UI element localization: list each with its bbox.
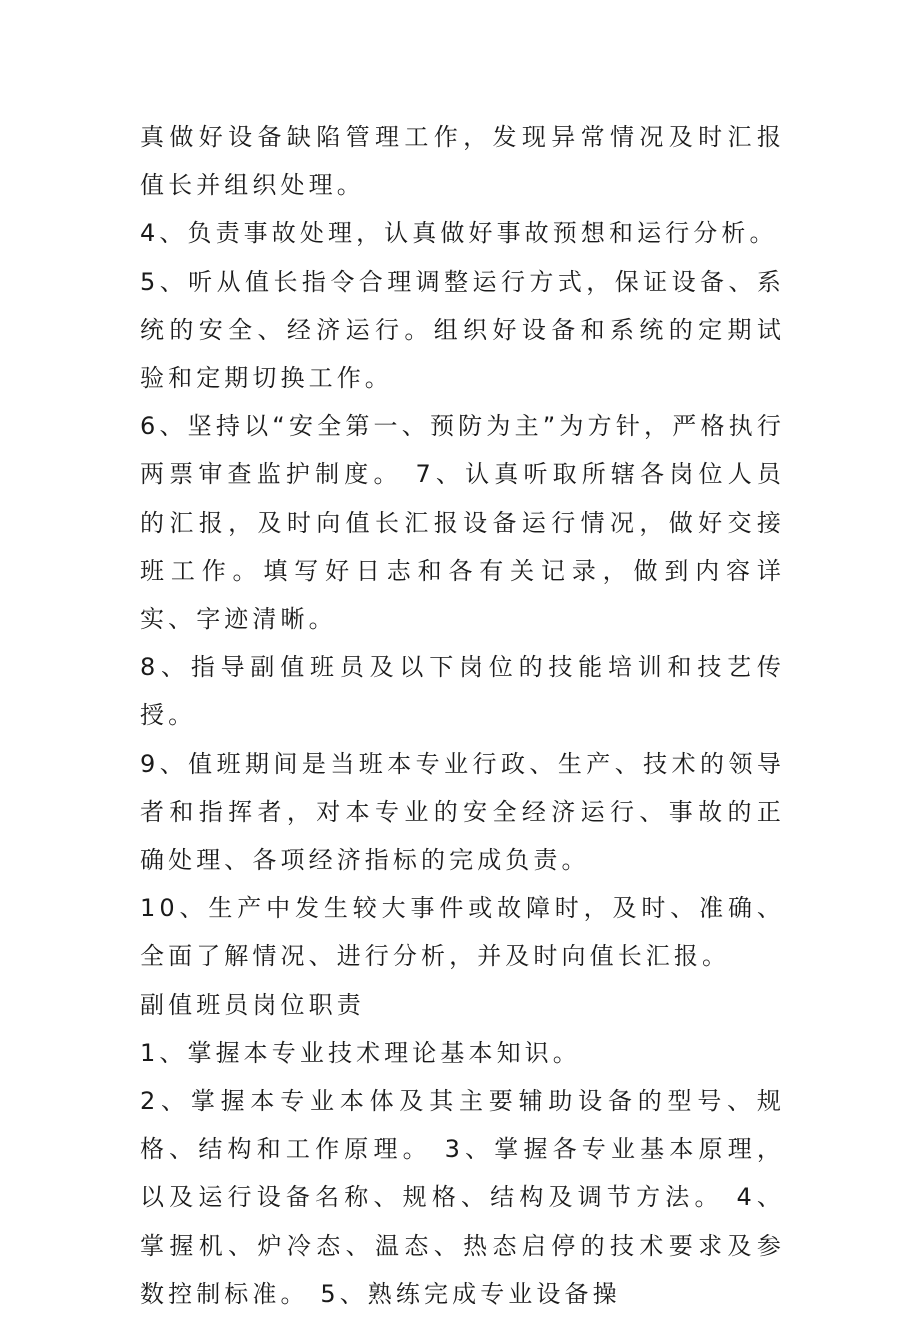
paragraph-item-6-7: 6、坚持以“安全第一、预防为主”为方针，严格执行两票审查监护制度。 7、认真听取所辖各岗位人员的汇报，及时向值长汇报设备运行情况，做好交接班工作。填写好日志和各有关记录，做到内容详实、字迹清晰。 [140, 412, 785, 634]
paragraph-item-9: 9、值班期间是当班本专业行政、生产、技术的领导者和指挥者，对本专业的安全经济运行、事故的正确处理、各项经济指标的完成负责。 [140, 749, 785, 875]
section-heading: 副值班员岗位职责 [140, 990, 365, 1019]
paragraph-deputy-item-1: 1、掌握本专业技术理论基本知识。 [140, 1038, 581, 1067]
paragraph-defect-management: 真做好设备缺陷管理工作，发现异常情况及时汇报值长并组织处理。 [140, 123, 785, 200]
paragraph-deputy-item-2-5: 2、掌握本专业本体及其主要辅助设备的型号、规格、结构和工作原理。 3、掌握各专业基本原理，以及运行设备名称、规格、结构及调节方法。 4、掌握机、炉冷态、温态、热态启停的技术要求及参数控制标准。 5、熟练完成专业设备操 [140, 1087, 785, 1308]
paragraph-item-5: 5、听从值长指令合理调整运行方式，保证设备、系统的安全、经济运行。组织好设备和系统的定期试验和定期切换工作。 [140, 267, 785, 393]
paragraph-item-10: 10、生产中发生较大事件或故障时，及时、准确、全面了解情况、进行分析，并及时向值长汇报。 [140, 894, 785, 971]
document-body [140, 113, 785, 1318]
paragraph-item-4: 4、负责事故处理，认真做好事故预想和运行分析。 [140, 219, 778, 248]
paragraph-item-8: 8、指导副值班员及以下岗位的技能培训和技艺传授。 [140, 653, 785, 730]
